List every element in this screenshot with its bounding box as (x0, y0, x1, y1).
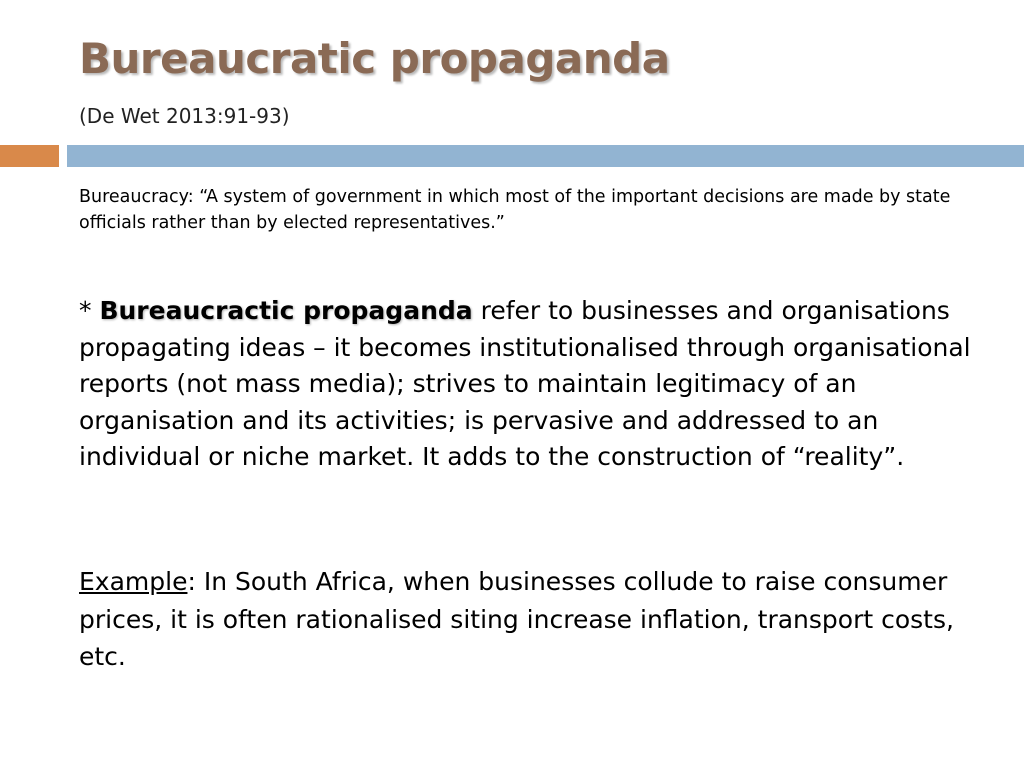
bullet-marker: * (79, 296, 100, 325)
example-separator: : (187, 567, 196, 596)
header-bar (67, 145, 1024, 167)
key-term: Bureaucractic propaganda (99, 296, 473, 325)
main-paragraph-body: refer to businesses and organisations propagating ideas – it becomes institutionalised through organisational reports (not mass media); strives to maintain legitimacy of an organisation and its activities; is pervasive and addressed to an individual or niche market. It adds to the construction of “reality”. (79, 296, 971, 471)
accent-bar (0, 145, 59, 167)
example-paragraph (79, 563, 979, 676)
definition-text: Bureaucracy: “A system of government in which most of the important decisions are made by state officials rather than by elected representatives.” (79, 187, 951, 233)
main-paragraph (79, 293, 979, 476)
example-label: Example (79, 567, 188, 596)
example-body: In South Africa, when businesses collude to raise consumer prices, it is often rationalised siting increase inflation, transport costs, etc. (79, 567, 954, 671)
slide-subtitle: (De Wet 2013:91-93) (79, 104, 290, 128)
slide-title: Bureaucratic propaganda (79, 34, 670, 83)
